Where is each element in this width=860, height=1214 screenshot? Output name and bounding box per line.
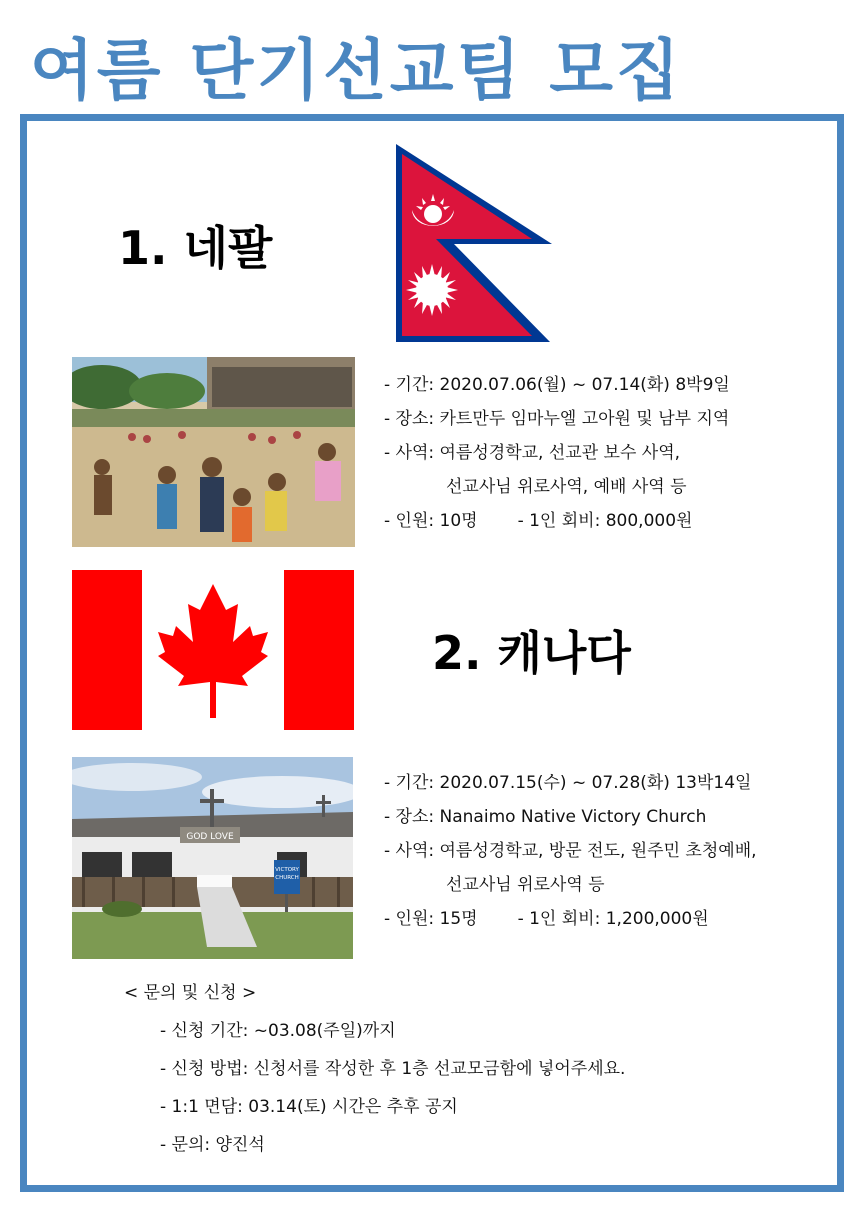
canada-people: - 인원: 15명 — [384, 909, 478, 929]
canada-heading: 2. 캐나다 — [432, 626, 631, 680]
canada-photo — [72, 757, 353, 959]
church-board-line1: VICTORY — [275, 867, 299, 873]
contact-section — [124, 974, 625, 1164]
canada-place: - 장소: Nanaimo Native Victory Church — [384, 807, 707, 827]
nepal-info — [384, 368, 730, 538]
nepal-period: - 기간: 2020.07.06(월) ~ 07.14(화) 8박9일 — [384, 375, 730, 395]
contact-item: - 신청 방법: 신청서를 작성한 후 1층 선교모금함에 넣어주세요. — [160, 1059, 626, 1079]
contact-header: < 문의 및 신청 > — [124, 983, 257, 1003]
canada-work: - 사역: 여름성경학교, 방문 전도, 원주민 초청예배, — [384, 841, 757, 861]
nepal-people: - 인원: 10명 — [384, 511, 478, 531]
page-title: 여름 단기선교팀 모집 — [30, 32, 683, 109]
canada-period: - 기간: 2020.07.15(수) ~ 07.28(화) 13박14일 — [384, 773, 752, 793]
church-board-line2: CHURCH — [275, 875, 299, 881]
nepal-work: - 사역: 여름성경학교, 선교관 보수 사역, — [384, 443, 681, 463]
contact-item: - 신청 기간: ~03.08(주일)까지 — [160, 1021, 396, 1041]
nepal-flag — [392, 140, 562, 345]
canada-fee: - 1인 회비: 1,200,000원 — [517, 909, 709, 929]
nepal-fee: - 1인 회비: 800,000원 — [517, 511, 693, 531]
nepal-people-row — [384, 504, 730, 538]
canada-flag — [72, 570, 354, 730]
nepal-work-cont: 선교사님 위로사역, 예배 사역 등 — [446, 477, 687, 497]
nepal-place: - 장소: 카트만두 임마누엘 고아원 및 남부 지역 — [384, 409, 730, 429]
contact-item: - 문의: 양진석 — [160, 1135, 265, 1155]
canada-work-cont: 선교사님 위로사역 등 — [446, 875, 605, 895]
contact-item: - 1:1 면담: 03.14(토) 시간은 추후 공지 — [160, 1097, 458, 1117]
nepal-photo — [72, 357, 355, 547]
canada-people-row — [384, 902, 757, 936]
nepal-heading: 1. 네팔 — [118, 221, 273, 275]
church-sign-text: GOD LOVE — [186, 832, 234, 842]
canada-info — [384, 766, 757, 936]
